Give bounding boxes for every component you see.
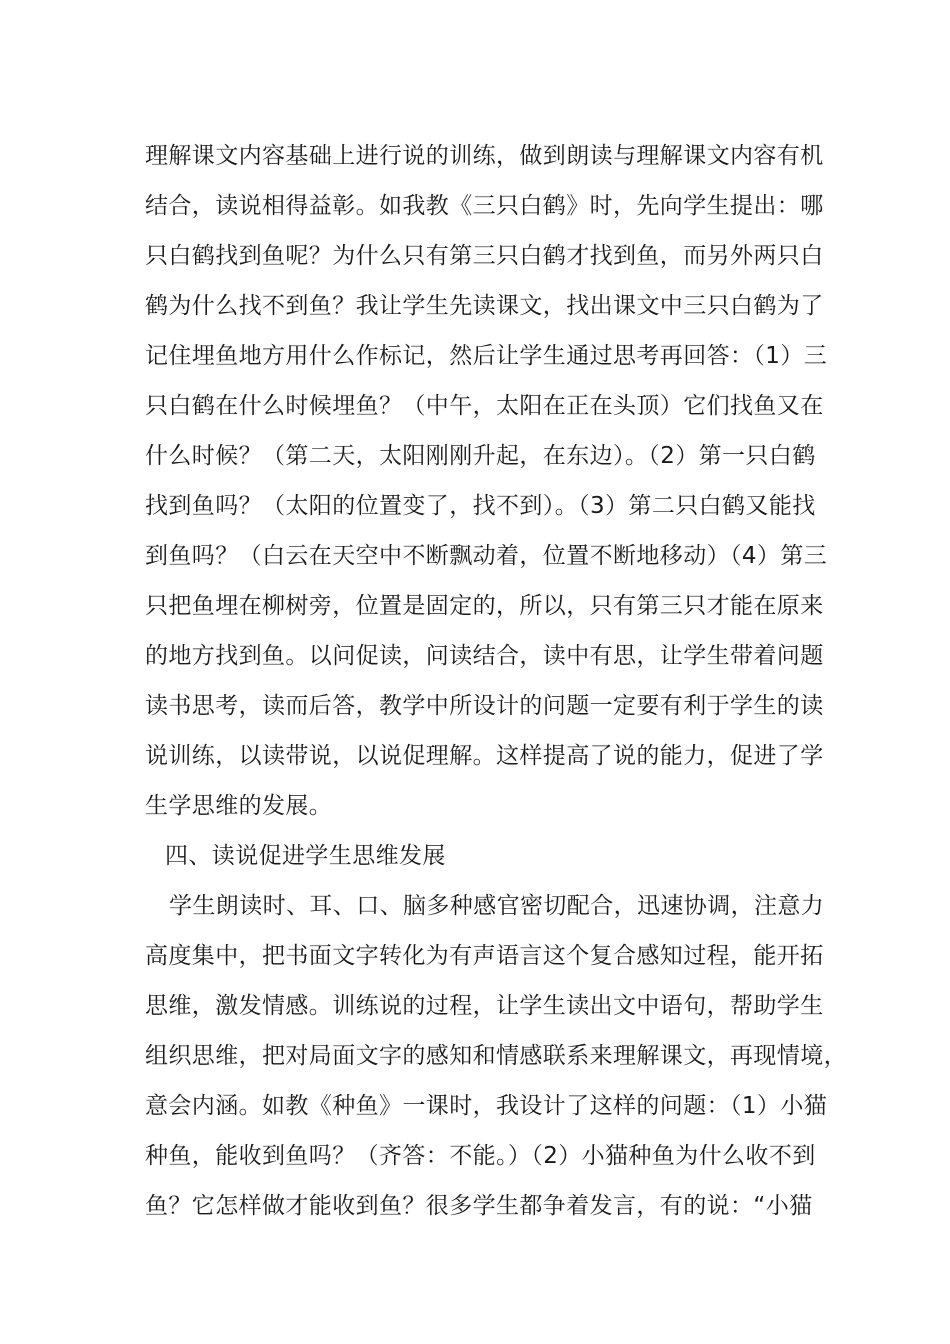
- text-line: 结合，读说相得益彰。如我教《三只白鹤》时，先向学生提出：哪: [145, 193, 824, 219]
- document-body: [145, 131, 847, 1231]
- text-line: 生学思维的发展。: [145, 793, 333, 819]
- paragraph-first-line: 学生朗读时、耳、口、脑多种感官密切配合，迅速协调，注意力: [169, 893, 825, 919]
- text-line: 鹤为什么找不到鱼？我让学生先读课文，找出课文中三只白鹤为了: [145, 293, 824, 319]
- text-line: 到鱼吗？（白云在天空中不断飘动着，位置不断地移动）（4）第三: [145, 543, 828, 569]
- text-line: 高度集中，把书面文字转化为有声语言这个复合感知过程，能开拓: [145, 943, 824, 969]
- text-line: 记住埋鱼地方用什么作标记，然后让学生通过思考再回答：（1）三: [145, 343, 828, 369]
- text-line: 找到鱼吗？（太阳的位置变了，找不到）。（3）第二只白鹤又能找: [145, 493, 816, 519]
- text-line: 只把鱼埋在柳树旁，位置是固定的，所以，只有第三只才能在原来: [145, 593, 824, 619]
- text-line: 鱼？它怎样做才能收到鱼？很多学生都争着发言，有的说：“小猫: [145, 1193, 813, 1219]
- text-line: 意会内涵。如教《种鱼》一课时，我设计了这样的问题：（1）小猫: [145, 1093, 828, 1119]
- text-line: 只白鹤找到鱼呢？为什么只有第三只白鹤才找到鱼，而另外两只白: [145, 243, 824, 269]
- section-heading: 四、读说促进学生思维发展: [165, 843, 446, 869]
- text-line: 只白鹤在什么时候埋鱼？（中午，太阳在正在头顶）它们找鱼又在: [145, 393, 824, 419]
- text-line: 什么时候？（第二天，太阳刚刚升起，在东边）。（2）第一只白鹤: [145, 443, 816, 469]
- text-line: 说训练，以读带说，以说促理解。这样提高了说的能力，促进了学: [145, 743, 824, 769]
- text-line: 思维，激发情感。训练说的过程，让学生读出文中语句，帮助学生: [145, 993, 824, 1019]
- text-line: 种鱼，能收到鱼吗？（齐答：不能。）（2）小猫种鱼为什么收不到: [145, 1143, 816, 1169]
- text-line: 组织思维，把对局面文字的感知和情感联系来理解课文，再现情境，: [145, 1043, 847, 1069]
- text-line: 理解课文内容基础上进行说的训练，做到朗读与理解课文内容有机: [145, 143, 824, 169]
- text-line: 的地方找到鱼。以问促读，问读结合，读中有思，让学生带着问题: [145, 643, 824, 669]
- text-line: 读书思考，读而后答，教学中所设计的问题一定要有利于学生的读: [145, 693, 824, 719]
